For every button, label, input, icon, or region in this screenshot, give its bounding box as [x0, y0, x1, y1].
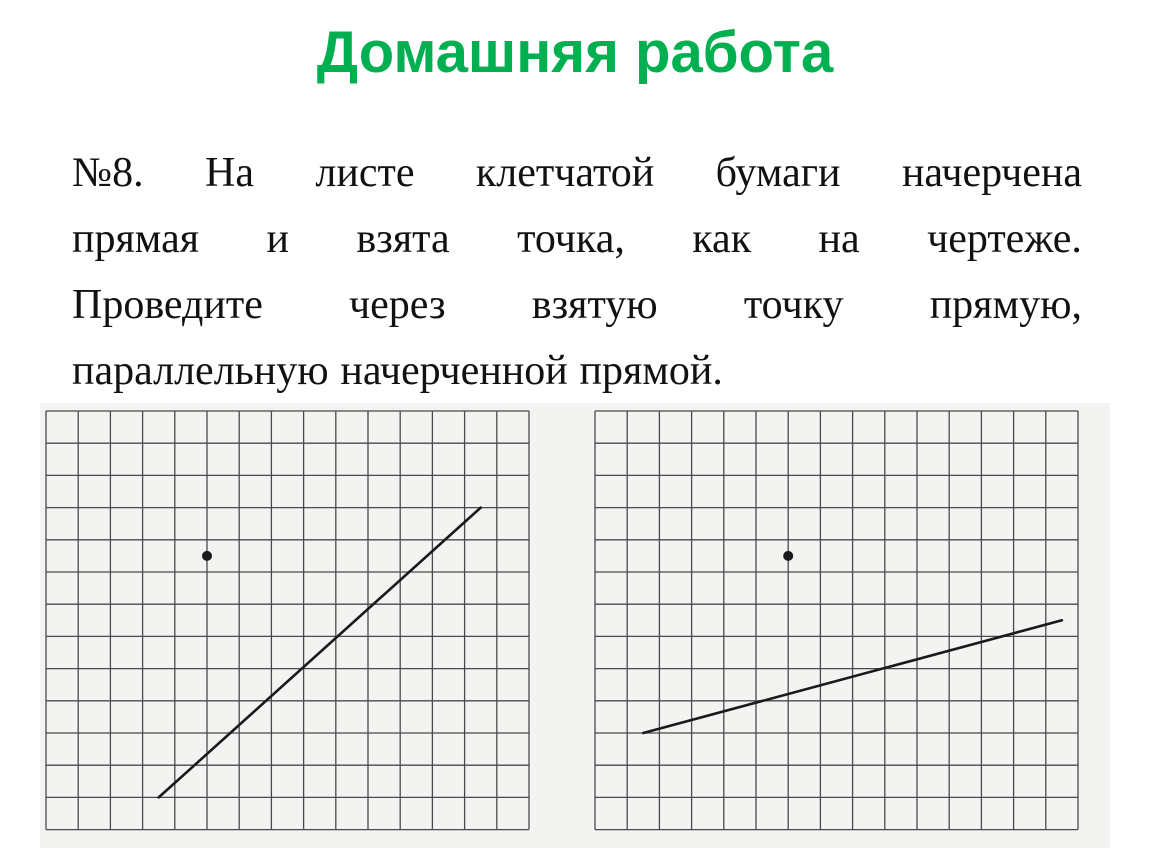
task-word: и — [266, 216, 289, 262]
task-word: начерченной — [340, 348, 568, 394]
task-word: на — [818, 216, 860, 262]
task-word: прямой. — [579, 348, 723, 394]
task-word: На — [205, 150, 254, 196]
task-word: бумаги — [715, 150, 841, 196]
task-line — [72, 338, 1082, 404]
task-line — [72, 206, 1082, 272]
task-line — [72, 140, 1082, 206]
page-title: Домашняя работа — [316, 20, 834, 85]
task-word: взятую — [531, 282, 658, 328]
task-word: чертеже. — [927, 216, 1082, 262]
task-word: точку — [743, 282, 844, 328]
task-word: №8. — [72, 150, 144, 196]
task-word: прямая — [72, 216, 200, 262]
task-word: прямую, — [929, 282, 1082, 328]
task-word: начерчена — [901, 150, 1082, 196]
task-word: листе — [315, 150, 415, 196]
task-line — [72, 272, 1082, 338]
given-point — [202, 551, 212, 561]
task-word: через — [349, 282, 446, 328]
task-word: как — [692, 216, 752, 262]
task-word: параллельную — [72, 348, 329, 394]
task-word: Проведите — [72, 282, 263, 328]
task-word: взята — [356, 216, 450, 262]
grid-figures — [40, 403, 1110, 848]
given-point — [783, 551, 793, 561]
figures-panel — [40, 403, 1110, 848]
task-text — [72, 140, 1082, 404]
task-word: клетчатой — [475, 150, 655, 196]
task-word: точка, — [517, 216, 625, 262]
